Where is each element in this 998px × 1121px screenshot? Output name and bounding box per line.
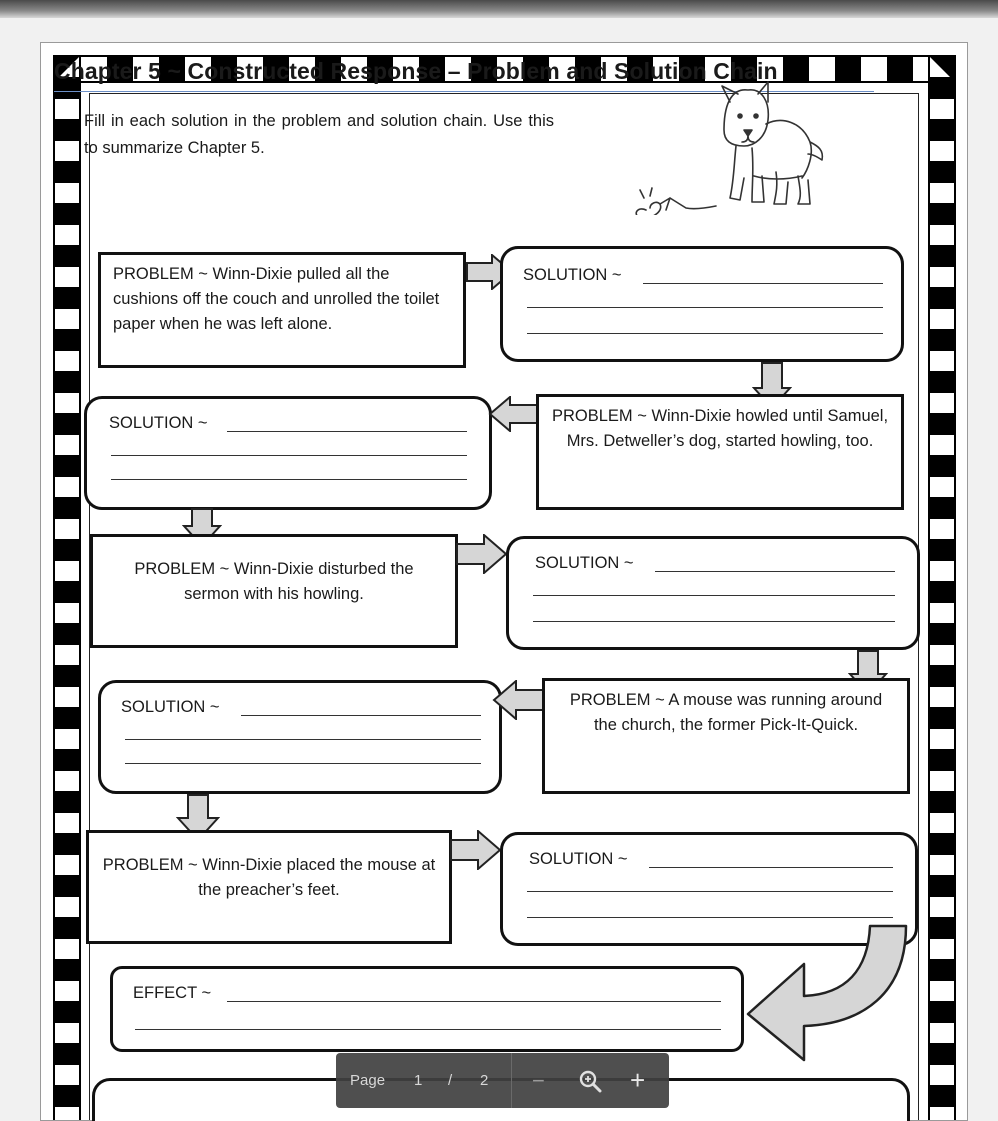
problem-box-1	[98, 252, 466, 368]
answer-line[interactable]	[649, 867, 893, 868]
zoom-in-button[interactable]: +	[630, 1065, 646, 1095]
answer-line[interactable]	[527, 333, 883, 334]
toolbar-divider	[511, 1053, 512, 1108]
curved-arrow-icon	[742, 924, 912, 1072]
instructions-text: Fill in each solution in the problem and solution chain. Use this to summarize Chapter 5.	[84, 112, 554, 157]
pdf-viewer-toolbar	[336, 1053, 669, 1108]
problem-text-1: PROBLEM ~ Winn-Dixie pulled all the cushions off the couch and unrolled the toilet paper when he was left alone.	[113, 265, 440, 333]
answer-line[interactable]	[125, 763, 481, 764]
answer-line[interactable]	[135, 1029, 721, 1030]
arrow-left-icon	[492, 680, 544, 720]
solution-label-5: SOLUTION ~	[529, 850, 628, 868]
total-pages: 2	[480, 1072, 489, 1089]
answer-line[interactable]	[227, 431, 467, 432]
answer-line[interactable]	[527, 307, 883, 308]
zoom-out-button[interactable]: −	[532, 1068, 545, 1093]
solution-box-2[interactable]	[84, 396, 492, 510]
border-corner	[928, 55, 956, 83]
problem-box-5	[86, 830, 452, 944]
page-separator: /	[448, 1072, 453, 1089]
problem-text-5: PROBLEM ~ Winn-Dixie placed the mouse at the preacher’s feet.	[102, 856, 436, 899]
answer-line[interactable]	[111, 455, 467, 456]
arrow-right-icon	[450, 830, 502, 870]
solution-box-4[interactable]	[98, 680, 502, 794]
answer-line[interactable]	[533, 621, 895, 622]
solution-box-1[interactable]	[500, 246, 904, 362]
effect-label: EFFECT ~	[133, 984, 212, 1002]
solution-label-2: SOLUTION ~	[109, 414, 208, 432]
solution-label-3: SOLUTION ~	[535, 554, 634, 572]
arrow-left-icon	[488, 396, 538, 432]
problem-box-2	[536, 394, 904, 510]
checker-border-left	[53, 55, 81, 1121]
problem-text-4: PROBLEM ~ A mouse was running around the church, the former Pick-It-Quick.	[569, 691, 883, 734]
current-page-number[interactable]: 1	[414, 1072, 423, 1089]
answer-line[interactable]	[227, 1001, 721, 1002]
answer-line[interactable]	[527, 891, 893, 892]
solution-box-3[interactable]	[506, 536, 920, 650]
window-top-bar	[0, 0, 998, 18]
answer-line[interactable]	[533, 595, 895, 596]
solution-label-4: SOLUTION ~	[121, 698, 220, 716]
effect-box[interactable]	[110, 966, 744, 1052]
problem-box-4	[542, 678, 910, 794]
answer-line[interactable]	[643, 283, 883, 284]
answer-line[interactable]	[111, 479, 467, 480]
dog-icon	[626, 80, 826, 215]
answer-line[interactable]	[241, 715, 481, 716]
arrow-right-icon	[456, 534, 508, 574]
answer-line[interactable]	[125, 739, 481, 740]
magnifier-icon[interactable]	[578, 1069, 602, 1093]
problem-text-2: PROBLEM ~ Winn-Dixie howled until Samuel, Mrs. Detweller’s dog, started howling, too.	[551, 407, 889, 450]
answer-line[interactable]	[527, 917, 893, 918]
problem-box-3	[90, 534, 458, 648]
checker-border-right	[928, 55, 956, 1121]
problem-text-3: PROBLEM ~ Winn-Dixie disturbed the sermon with his howling.	[134, 560, 414, 603]
page-label: Page	[350, 1072, 386, 1089]
worksheet-title: Chapter 5 ~ Constructed Response – Problem and Solution Chain	[54, 56, 874, 92]
answer-line[interactable]	[655, 571, 895, 572]
solution-label-1: SOLUTION ~	[523, 266, 622, 284]
